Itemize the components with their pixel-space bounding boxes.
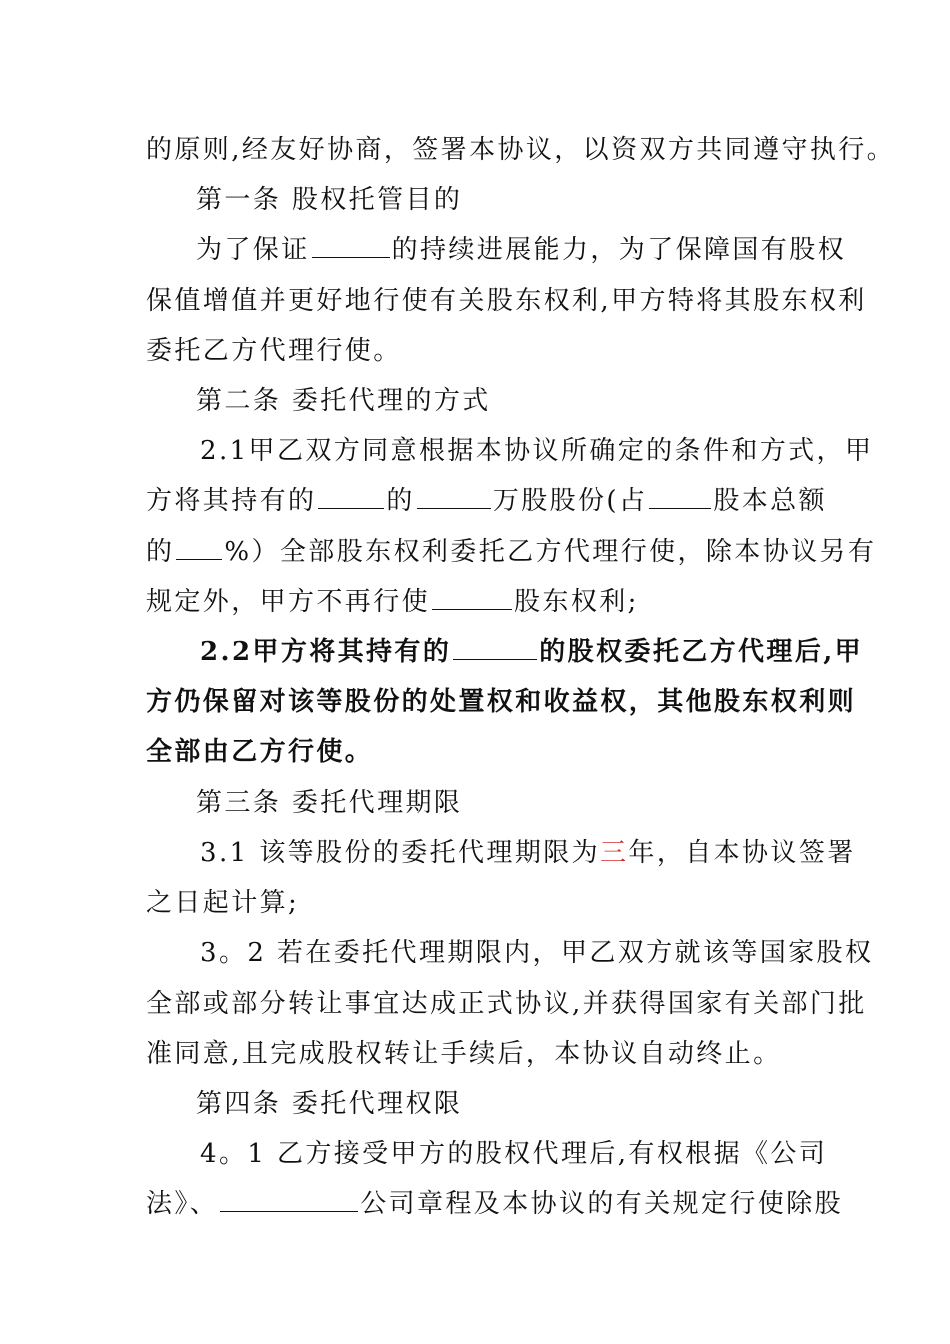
text-segment: 规定外，甲方不再行使 — [146, 587, 431, 617]
fill-in-blank — [176, 537, 222, 560]
text-segment: 法》、 — [146, 1189, 219, 1219]
fill-in-blank — [432, 587, 512, 610]
text-segment: 为了保证 — [196, 235, 310, 265]
text-segment: 的 — [146, 537, 175, 567]
article-1-heading: 第一条 股权托管目的 — [196, 185, 463, 215]
body-text-line — [146, 1187, 844, 1221]
body-text-line — [200, 836, 870, 870]
text-segment: 年，自本协议签署 — [628, 838, 856, 868]
body-text-line: 方仍保留对该等股份的处置权和收益权，其他股东权利则 — [146, 687, 857, 717]
text-segment: 股本总额 — [713, 486, 827, 516]
body-text-line — [146, 535, 877, 569]
body-text-line: 全部或部分转让事宜达成正式协议,并获得国家有关部门批 — [146, 989, 867, 1019]
article-2-heading: 第二条 委托代理的方式 — [196, 386, 491, 416]
body-text-line: 保值增值并更好地行使有关股东权利,甲方特将其股东权利 — [146, 286, 867, 316]
body-text-line: 的原则,经友好协商，签署本协议，以资双方共同遵守执行。 — [146, 135, 896, 165]
body-text-line: 之日起计算; — [146, 888, 300, 918]
fill-in-blank — [312, 235, 390, 258]
body-text-line — [196, 233, 866, 267]
body-text-line — [200, 635, 870, 669]
body-text-line — [146, 484, 827, 518]
text-segment: 的持续进展能力，为了保障国有股权 — [391, 235, 847, 265]
body-text-line — [146, 585, 816, 619]
text-segment: 的 — [386, 486, 415, 516]
text-segment: 公司章程及本协议的有关规定行使除股 — [360, 1189, 844, 1219]
text-segment: 方将其持有的 — [146, 486, 317, 516]
text-segment: 3.1 该等股份的委托代理期限为 — [200, 838, 601, 868]
fill-in-blank — [649, 486, 711, 509]
fill-in-blank — [220, 1189, 358, 1212]
term-years-value: 三 — [600, 838, 629, 868]
article-4-heading: 第四条 委托代理权限 — [196, 1089, 463, 1119]
body-text-line: 全部由乙方行使。 — [146, 737, 374, 767]
article-3-heading: 第三条 委托代理期限 — [196, 788, 463, 818]
text-segment: 股东权利; — [514, 587, 639, 617]
text-segment: 2.2甲方将其持有的 — [200, 637, 452, 667]
text-segment: 万股股份(占 — [492, 486, 648, 516]
text-segment: 的股权委托乙方代理后,甲 — [539, 637, 864, 667]
fill-in-blank — [318, 486, 384, 509]
fill-in-blank — [453, 637, 537, 660]
text-segment: %）全部股东权利委托乙方代理行使，除本协议另有 — [224, 537, 877, 567]
body-text-line: 2.1甲乙双方同意根据本协议所确定的条件和方式，甲 — [200, 436, 874, 466]
fill-in-blank — [417, 486, 491, 509]
body-text-line: 3。2 若在委托代理期限内，甲乙双方就该等国家股权 — [200, 938, 874, 968]
body-text-line: 准同意,且完成股权转让手续后，本协议自动终止。 — [146, 1039, 782, 1069]
body-text-line: 委托乙方代理行使。 — [146, 336, 402, 366]
body-text-line: 4。1 乙方接受甲方的股权代理后,有权根据《公司 — [200, 1139, 828, 1169]
